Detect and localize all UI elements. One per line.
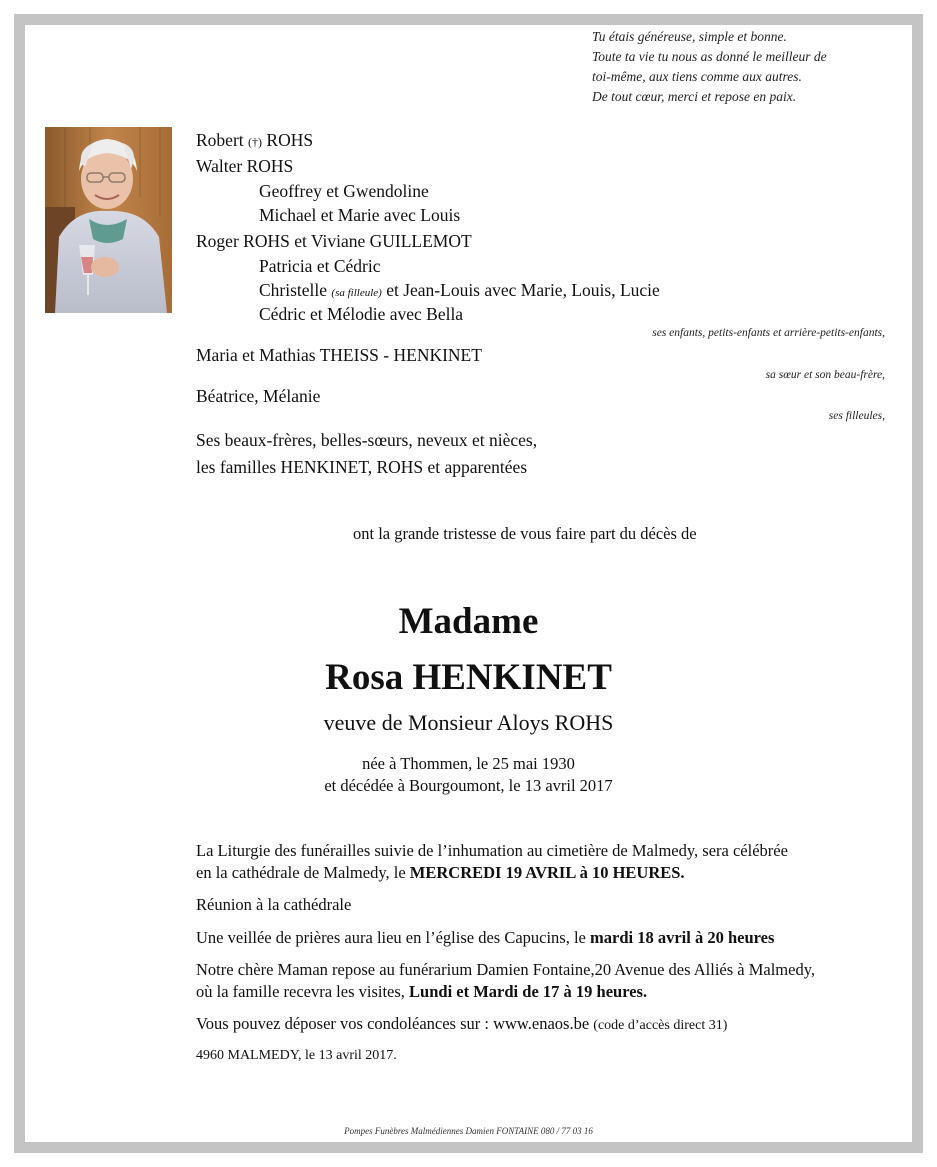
rest-prefix: où la famille recevra les visites, bbox=[196, 982, 410, 1001]
condolences-line bbox=[196, 1013, 727, 1037]
footer-funeral-home: Pompes Funèbres Malmédiennes Damien FONTAINE 080 / 77 03 16 bbox=[344, 1126, 593, 1136]
poem-line: De tout cœur, merci et repose en paix. bbox=[592, 89, 797, 104]
family-christelle bbox=[259, 280, 660, 301]
robert-last: ROHS bbox=[266, 130, 314, 150]
family-patricia: Patricia et Cédric bbox=[259, 256, 381, 276]
relation-sister: sa sœur et son beau-frère, bbox=[765, 369, 885, 381]
deceased-title: Madame bbox=[398, 601, 539, 642]
rest-line-1: Notre chère Maman repose au funérarium Damien Fontaine,20 Avenue des Alliés à Malmedy, bbox=[196, 960, 816, 979]
christelle-name: Christelle bbox=[259, 280, 328, 300]
christelle-note: (sa filleule) bbox=[331, 287, 382, 299]
poem bbox=[592, 27, 827, 107]
vigil-line bbox=[196, 927, 774, 949]
relation-goddaughters: ses filleules, bbox=[828, 410, 885, 422]
portrait-photo bbox=[45, 127, 172, 313]
family-maria: Maria et Mathias THEISS - HENKINET bbox=[196, 345, 482, 365]
poem-line: Toute ta vie tu nous as donné le meilleur de bbox=[592, 49, 827, 64]
family-beatrice: Béatrice, Mélanie bbox=[196, 386, 321, 406]
poem-line: toi-même, aux tiens comme aux autres. bbox=[592, 69, 802, 84]
relation-children: ses enfants, petits-enfants et arrière-petits-enfants, bbox=[652, 327, 885, 339]
condolences-text: Vous pouvez déposer vos condoléances sur : www.enaos.be bbox=[196, 1014, 590, 1033]
birth-info: née à Thommen, le 25 mai 1930 bbox=[362, 754, 575, 773]
announcement-line: ont la grande tristesse de vous faire part du décès de bbox=[353, 524, 697, 543]
family-inlaws: Ses beaux-frères, belles-sœurs, neveux et nièces, bbox=[196, 430, 538, 450]
family-roger: Roger ROHS et Viviane GUILLEMOT bbox=[196, 231, 472, 251]
liturgy-prefix: en la cathédrale de Malmedy, le bbox=[196, 863, 410, 882]
vigil-datetime: mardi 18 avril à 20 heures bbox=[590, 928, 775, 947]
robert-first: Robert bbox=[196, 130, 244, 150]
vigil-prefix: Une veillée de prières aura lieu en l’église des Capucins, le bbox=[196, 928, 591, 947]
family-walter-child: Geoffrey et Gwendoline bbox=[259, 181, 429, 201]
deceased-name: Rosa HENKINET bbox=[325, 657, 612, 698]
family-walter-child: Michael et Marie avec Louis bbox=[259, 205, 461, 225]
rest-line-2 bbox=[196, 981, 647, 1003]
reunion-line: Réunion à la cathédrale bbox=[196, 895, 352, 914]
christelle-rest: et Jean-Louis avec Marie, Louis, Lucie bbox=[386, 280, 660, 300]
death-info: et décédée à Bourgoumont, le 13 avril 2017 bbox=[324, 776, 613, 795]
place-date: 4960 MALMEDY, le 13 avril 2017. bbox=[196, 1048, 397, 1063]
widow-of: veuve de Monsieur Aloys ROHS bbox=[323, 710, 614, 735]
visit-hours: Lundi et Mardi de 17 à 19 heures. bbox=[409, 982, 648, 1001]
family-cedric: Cédric et Mélodie avec Bella bbox=[259, 304, 464, 324]
family-walter: Walter ROHS bbox=[196, 156, 294, 176]
family-robert bbox=[196, 130, 313, 151]
poem-line: Tu étais généreuse, simple et bonne. bbox=[592, 29, 787, 44]
liturgy-datetime: MERCREDI 19 AVRIL à 10 HEURES. bbox=[409, 863, 685, 882]
access-code: (code d’accès direct 31) bbox=[593, 1018, 728, 1033]
liturgy-line-1: La Liturgie des funérailles suivie de l’inhumation au cimetière de Malmedy, sera célébrée bbox=[196, 841, 788, 860]
cross-mark: (†) bbox=[248, 135, 263, 149]
liturgy-line-2 bbox=[196, 862, 685, 884]
family-families: les familles HENKINET, ROHS et apparentées bbox=[196, 457, 528, 477]
